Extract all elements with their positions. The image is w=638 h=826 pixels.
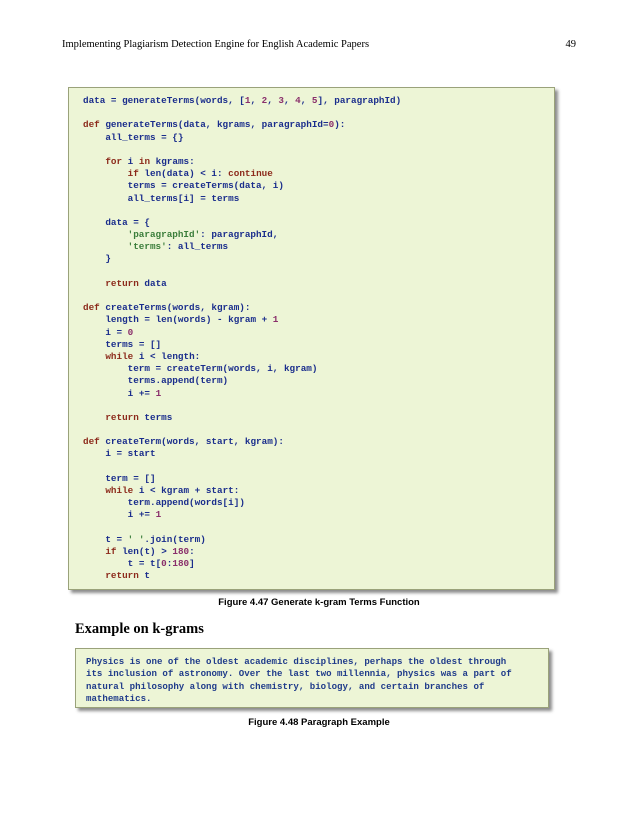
code-line: def generateTerms(data, kgrams, paragraphId=0): [83,119,346,131]
code-line: all_terms[i] = terms [127,192,240,204]
code-line: i = 0 [105,326,134,338]
paragraph-line: Physics is one of the oldest academic disciplines, perhaps the oldest through [86,656,507,667]
paragraph-line: natural philosophy along with chemistry, biology, and certain branches of [86,680,485,692]
code-line: term.append(words[i]) [127,497,245,509]
code-line [83,461,554,473]
code-line: 'terms': all_terms [127,241,229,253]
code-line: terms = createTerms(data, i) [127,180,284,192]
code-line: t = ' '.join(term) [105,533,206,545]
header-title: Implementing Plagiarism Detection Engine for English Academic Papers [62,39,370,50]
code-line [83,205,554,217]
code-line: t = t[0:180] [127,558,195,570]
code-line: term = createTerm(words, i, kgram) [127,363,318,375]
code-line: return data [105,277,167,289]
section-heading: Example on k-grams [75,621,204,637]
figure-caption-paragraph: Figure 4.48 Paragraph Example [248,717,390,728]
code-line: return t [105,570,150,582]
paragraph-example-box [75,648,549,708]
code-line [83,266,554,278]
code-line: i = start [105,448,156,460]
code-line: term = [] [105,472,156,484]
code-line: data = { [105,216,150,228]
code-line: if len(t) > 180: [105,545,195,557]
code-line: i += 1 [127,387,162,399]
code-line: if len(data) < i: continue [127,168,273,180]
code-line: } [83,253,111,265]
figure-caption-code: Figure 4.47 Generate k-gram Terms Function [218,597,420,608]
code-line [83,107,554,119]
code-line: terms.append(term) [127,375,229,387]
page-number: 49 [565,39,576,50]
code-line: while i < kgram + start: [105,485,240,496]
page-header [62,39,576,50]
code-line [83,290,554,302]
code-line [83,424,554,436]
paragraph-line: mathematics. [86,693,152,705]
code-line: return terms [105,411,173,423]
code-line: all_terms = {} [105,131,184,143]
code-line [83,522,554,534]
code-line: terms = [] [105,338,162,350]
code-line [83,400,554,412]
code-listing [68,87,555,590]
code-line: def createTerms(words, kgram): [83,302,251,314]
code-line: while i < length: [105,350,201,362]
paragraph-line: its inclusion of astronomy. Over the last two millennia, physics was a part of [86,668,512,680]
code-line: def createTerm(words, start, kgram): [83,436,284,448]
code-line: length = len(words) - kgram + 1 [105,314,279,326]
code-line: data = generateTerms(words, [1, 2, 3, 4, 5], paragraphId) [83,95,402,106]
code-line: i += 1 [127,509,162,521]
code-line: for i in kgrams: [105,155,195,167]
code-line: 'paragraphId': paragraphId, [127,229,279,241]
code-line [83,144,554,156]
